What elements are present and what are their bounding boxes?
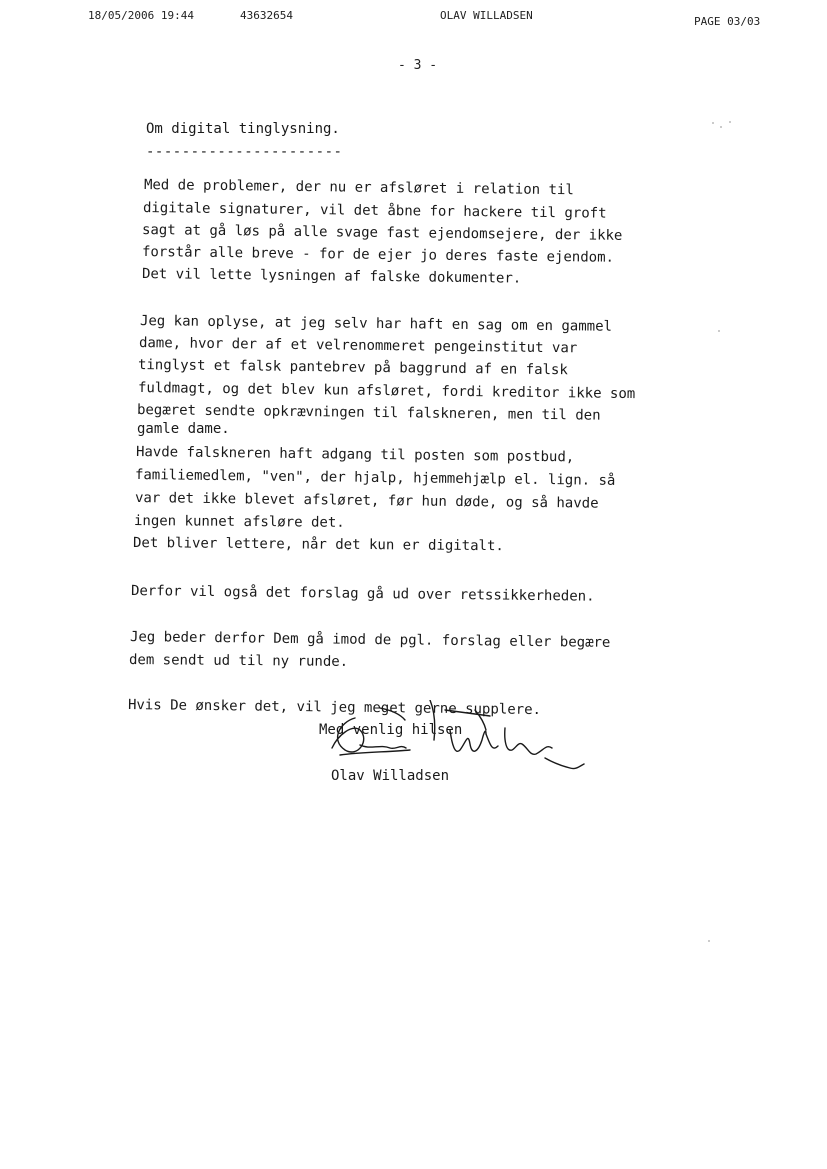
paragraph3-line: Derfor vil også det forslag gå ud over retssikkerheden. [130,583,595,605]
greeting: Med venlig hilsen [319,722,463,738]
paragraph4-line: Jeg beder derfor Dem gå imod de pgl. forslag eller begære [129,629,611,651]
fax-phone-number: 43632654 [240,9,293,22]
paragraph2-line: familiemedlem, "ven", der hjalp, hjemmehjælp el. lign. så [134,467,616,489]
signature-name: Olav Willadsen [331,768,450,784]
paragraph1-line: Med de problemer, der nu er afsløret i relation til [143,177,574,199]
scan-speck [708,940,710,942]
paragraph2-line: tinglyst et falsk pantebrev på baggrund af en falsk [137,357,568,379]
paragraph2-line: var det ikke blevet afsløret, før hun døde, og så havde [134,490,599,512]
fax-datetime: 18/05/2006 19:44 [88,9,194,22]
paragraph2-line: fuldmagt, og det blev kun afsløret, fordi kreditor ikke som [137,380,636,403]
paragraph1-line: forstår alle breve - for de ejer jo deres faste ejendom. [141,244,615,266]
scan-speck [729,121,731,123]
paragraph4-line: dem sendt ud til ny runde. [128,652,349,670]
fax-page-counter: PAGE 03/03 [694,15,761,28]
paragraph2-line: Havde falskneren haft adgang til posten som postbud, [135,444,575,466]
closing-line: Hvis De ønsker det, vil jeg meget gerne supplere. [127,697,542,719]
fax-sender-name: OLAV WILLADSEN [440,9,533,22]
document-heading: Om digital tinglysning. [146,121,340,137]
heading-underline: ---------------------- [146,144,343,160]
paragraph1-line: Det vil lette lysningen af falske dokumenter. [141,266,522,287]
scan-speck [718,330,720,332]
paragraph1-line: digitale signaturer, vil det åbne for hackere til groft [142,200,607,222]
paragraph2-line: gamle dame. [137,421,230,437]
paragraph2-line: ingen kunnet afsløre det. [133,513,345,531]
scan-speck [720,126,722,128]
paragraph1-line: sagt at gå løs på alle svage fast ejendomsejere, der ikke [141,222,623,244]
paragraph2-line: dame, hvor der af et velrenommeret pengeinstitut var [138,335,578,357]
paragraph2-line: begæret sendte opkrævningen til falskneren, men til den [136,402,601,424]
page-number: - 3 - [398,58,438,73]
scan-speck [712,122,714,124]
paragraph2-line: Jeg kan oplyse, at jeg selv har haft en sag om en gammel [139,313,613,335]
paragraph2-line: Det bliver lettere, når det kun er digitalt. [132,535,504,555]
